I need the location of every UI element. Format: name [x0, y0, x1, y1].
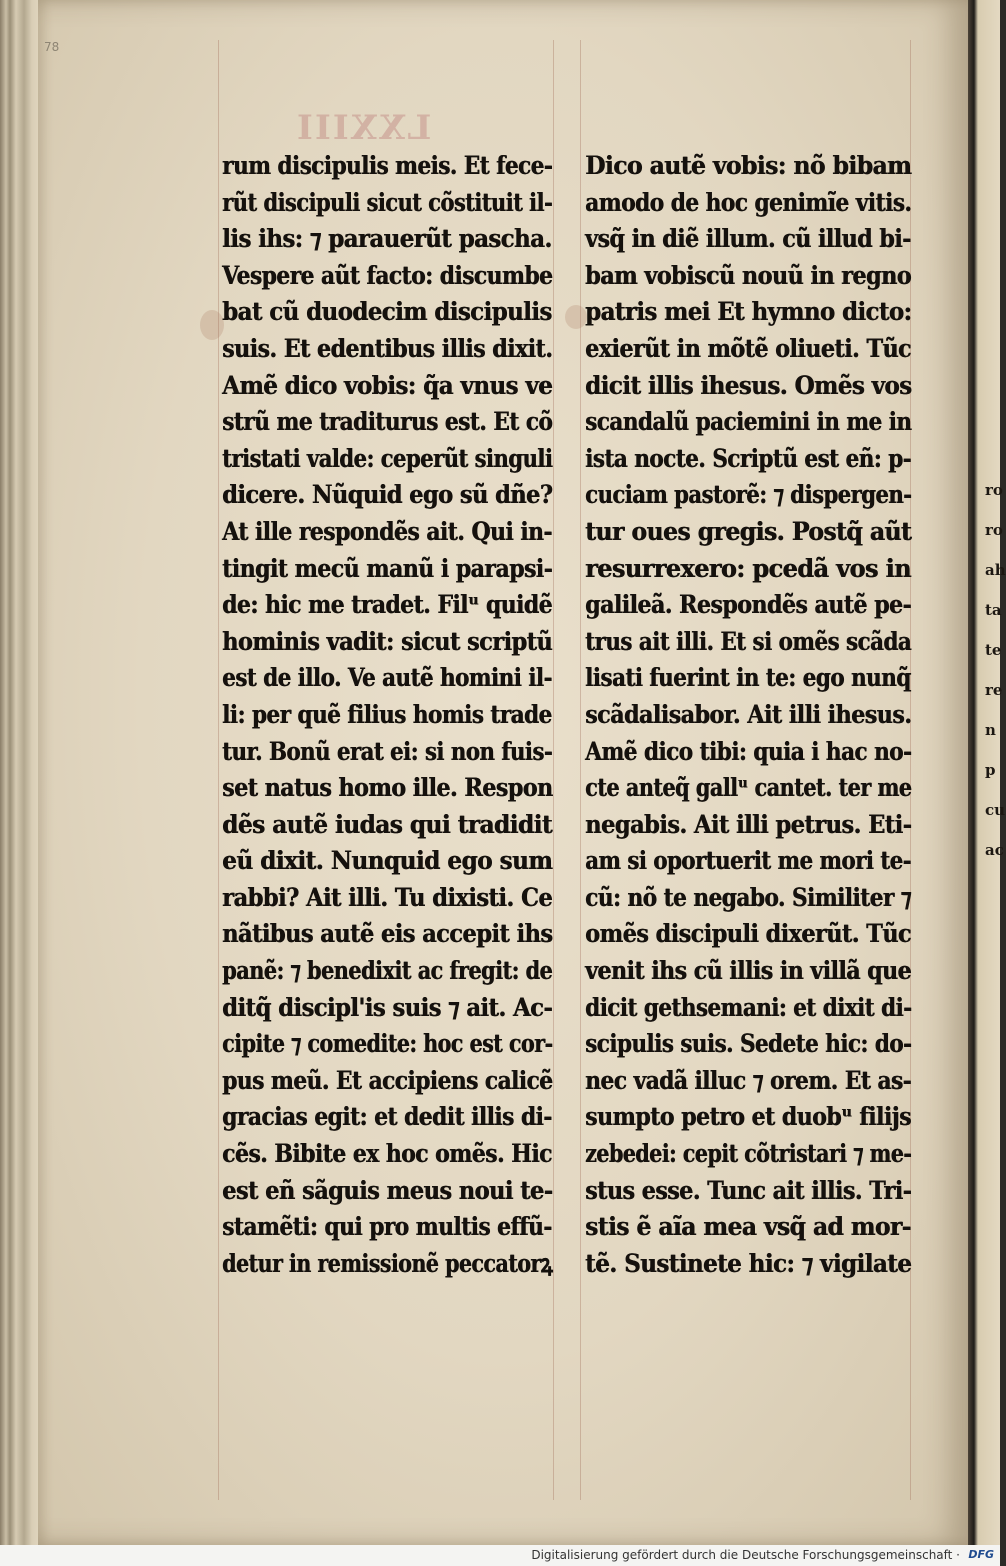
text-line: hominis vadit: sicut scriptũ [222, 626, 553, 656]
ruling-line [218, 40, 219, 1500]
text-line: ditq̃ discipl'is suis ⁊ ait. Ac- [222, 992, 553, 1022]
text-line: nec vadã illuc ⁊ orem. Et as- [585, 1065, 912, 1095]
text-line: galileã. Respondẽs autẽ pe- [585, 590, 912, 620]
text-line: tingit mecũ manũ i parapsi- [222, 553, 553, 583]
text-line: dicere. Nũquid ego sũ dñe? [222, 480, 553, 510]
text-line: ista nocte. Scriptũ est eñ: p- [585, 443, 911, 473]
ink-stain [200, 310, 224, 340]
text-line: negabis. Ait illi petrus. Eti- [585, 809, 912, 839]
pencil-folio-note: 78 [44, 40, 60, 54]
text-line: resurrexero: pcedã vos in [585, 553, 911, 583]
text-line: cuciam pastorẽ: ⁊ dispergen- [585, 480, 912, 510]
book-page-edges [0, 0, 40, 1545]
text-line: rabbi? Ait illi. Tu dixisti. Ce [222, 882, 553, 912]
text-line: venit ihs cũ illis in villã que [585, 956, 911, 986]
text-line: Vespere aũt facto: discumbe [222, 260, 553, 290]
text-line: scandalũ paciemini in me in [585, 407, 912, 437]
text-line: cũ: nõ te negabo. Similiter ⁊ [585, 882, 911, 912]
text-line: stus esse. Tunc ait illis. Tri- [585, 1175, 912, 1205]
text-line: lisati fuerint in te: ego nunq̃ [585, 663, 911, 693]
funding-notice: Digitalisierung gefördert durch die Deutsche Forschungsgemeinschaft · [531, 1548, 960, 1562]
text-line: dicit gethsemani: et dixit di- [585, 992, 912, 1022]
text-line: panẽ: ⁊ benedixit ac fregit: de [222, 956, 553, 986]
text-line: nãtibus autẽ eis accepit ihs [222, 919, 553, 949]
text-line: omẽs discipuli dixerũt. Tũc [585, 919, 911, 949]
text-line: dẽs autẽ iudas qui tradidit [222, 809, 552, 839]
text-line: pus meũ. Et accipiens calicẽ [222, 1065, 553, 1095]
text-line: est eñ sãguis meus noui te- [222, 1175, 553, 1205]
text-line: li: per quẽ filius homis trade [222, 699, 552, 729]
dfg-logo: DFG [968, 1548, 994, 1561]
text-line: gracias egit: et dedit illis di- [222, 1102, 552, 1132]
text-line: lis ihs: ⁊ parauerũt pascha. [222, 224, 552, 254]
text-line: At ille respondẽs ait. Qui in- [222, 516, 552, 546]
text-line: cte anteq̃ gallᵘ cantet. ter me [585, 773, 912, 803]
text-line: cipite ⁊ comedite: hoc est cor- [222, 1029, 553, 1059]
text-column-right [585, 148, 911, 1282]
text-line: est de illo. Ve autẽ homini il- [222, 663, 552, 693]
text-line: stis ẽ aĩa mea vsq̃ ad mor- [585, 1212, 911, 1242]
facing-page-text: ro ro ah ta te re n p cu ac [985, 481, 1006, 859]
ink-stain [565, 305, 587, 329]
text-line: sumpto petro et duobᵘ filijs [585, 1102, 911, 1132]
text-line: bam vobiscũ nouũ in regno [585, 260, 911, 290]
text-line: scãdalisabor. Ait illi ihesus. [585, 699, 912, 729]
text-column-left [222, 148, 552, 1282]
ruling-line [580, 40, 581, 1500]
footer-bar [0, 1545, 1000, 1566]
text-line: rũt discipuli sicut cõstituit il- [222, 187, 553, 217]
ruling-line [553, 40, 554, 1500]
text-line: vsq̃ in diẽ illum. cũ illud bi- [585, 224, 911, 254]
text-line: Amẽ dico tibi: quia i hac no- [585, 736, 912, 766]
text-line: dicit illis ihesus. Omẽs vos [585, 370, 912, 400]
text-line: scipulis suis. Sedete hic: do- [585, 1029, 912, 1059]
text-line: bat cũ duodecim discipulis [222, 297, 552, 327]
text-line: de: hic me tradet. Filᵘ quidẽ [222, 590, 552, 620]
text-line: tẽ. Sustinete hic: ⁊ vigilate [585, 1248, 912, 1278]
text-line: exierũt in mõtẽ oliueti. Tũc [585, 333, 911, 363]
text-line: tur. Bonũ erat ei: si non fuis- [222, 736, 553, 766]
text-line: detur in remissionẽ peccatorꝝ [222, 1248, 552, 1278]
text-line: suis. Et edentibus illis dixit. [222, 333, 553, 363]
text-line: cẽs. Bibite ex hoc omẽs. Hic [222, 1139, 552, 1169]
text-line: Dico autẽ vobis: nõ bibam [585, 151, 912, 180]
text-line: stamẽti: qui pro multis effũ- [222, 1212, 552, 1242]
text-line: rum discipulis meis. Et fece- [222, 151, 553, 180]
text-line: strũ me traditurus est. Et cõ [222, 407, 553, 437]
text-line: tristati valde: ceperũt singuli [222, 443, 553, 473]
text-line: amodo de hoc genimĩe vitis. [585, 187, 912, 217]
text-line: trus ait illi. Et si omẽs scãda [585, 626, 911, 656]
text-line: am si oportuerit me mori te- [585, 846, 911, 876]
text-line: Amẽ dico vobis: q̃a vnus ve [222, 370, 553, 400]
text-line: patris mei Et hymno dicto: [585, 297, 912, 327]
folio-number-showthrough: LXXIII [295, 108, 432, 148]
text-line: zebedei: cepit cõtristari ⁊ me- [585, 1139, 912, 1169]
text-line: tur oues gregis. Postq̃ aũt [585, 516, 912, 546]
text-line: eũ dixit. Nunquid ego sum [222, 846, 553, 876]
text-line: set natus homo ille. Respon [222, 773, 553, 803]
